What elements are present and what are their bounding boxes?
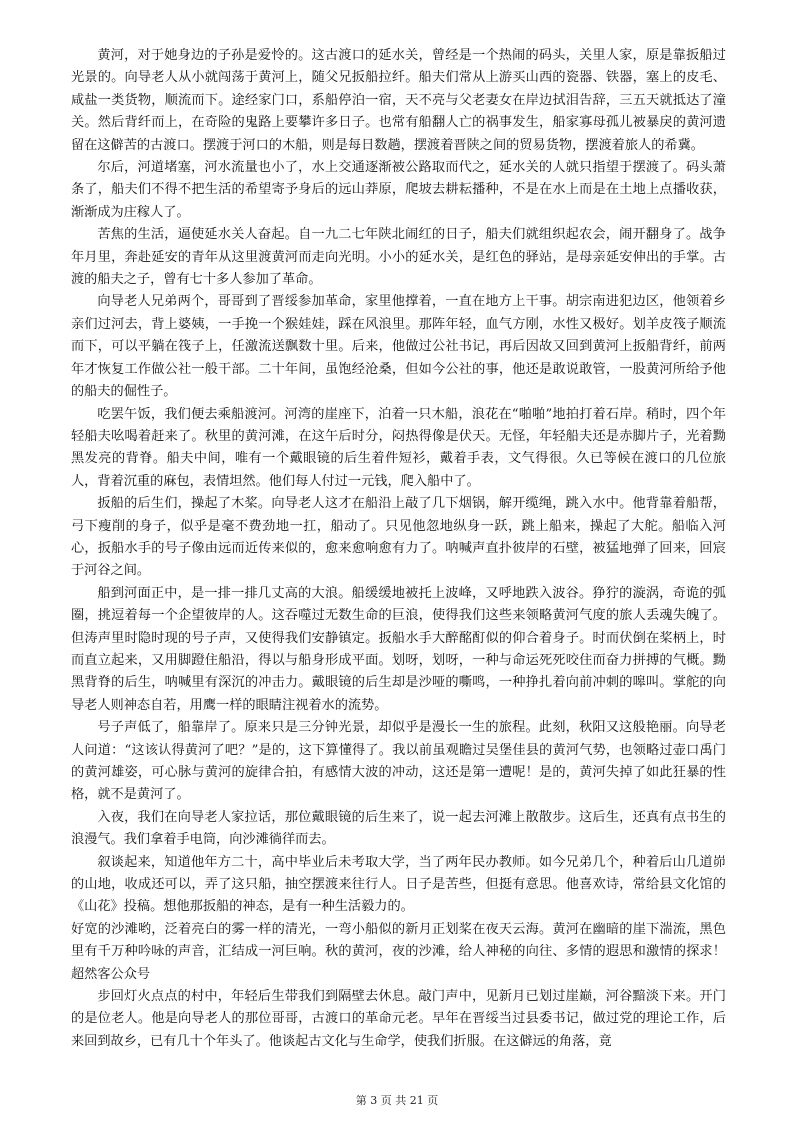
paragraph: 吃罢午饭，我们便去乘船渡河。河湾的崖座下，泊着一只木船，浪花在“啪啪”地拍打着石岸。稍时，四个年轻船夫吆喝着赶来了。秋里的黄河滩，在这午后时分，闷热得像是伏天。无怪，年轻船夫还是赤脚片子，光着黝黑发亮的背脊。船夫中间，唯有一个戴眼镜的后生着件短衫，戴着手表，文气得很。久已等候在渡口的几位旅人，背着沉重的麻包，表情坦然。他们每人付过一元钱，爬入船中了。	[71, 406, 726, 489]
paragraph: 船到河面正中，是一排一排几丈高的大浪。船缓缓地被托上波峰，又呼地跌入波谷。狰狞的漩涡，奇诡的弧圈，挑逗着每一个企望彼岸的人。这吞噬过无数生命的巨浪，使得我们这些来领略黄河气度的旅人丢魂失魄了。但涛声里时隐时现的号子声，又使得我们安静镇定。扳船水手大醉酩酊似的仰合着身子。时而伏倒在桨柄上，时而直立起来，又用脚蹬住船沿，得以与船身形成平面。划呀，划呀，一种与命运死死咬住而奋力拼搏的气概。黝黑背脊的后生，呐喊里有深沉的冲击力。戴眼镜的后生却是沙哑的嘶鸣，一种挣扎着向前冲刺的嗥叫。掌舵的向导老人则神态自若，用鹰一样的眼睛注视着水的流势。	[71, 585, 726, 713]
paragraph: 入夜，我们在向导老人家拉话，那位戴眼镜的后生来了，说一起去河滩上散散步。这后生，还真有点书生的浪漫气。我们拿着手电筒，向沙滩徜徉而去。	[71, 809, 726, 848]
paragraph: 扳船的后生们，操起了木桨。向导老人这才在船沿上敲了几下烟锅，解开缆绳，跳入水中。他背靠着船帮，弓下瘦削的身子，似乎是毫不费劲地一扛，船动了。只见他忽地纵身一跃，跳上船来，操起了大舵。船临入河心，扳船水手的号子像由远而近传来似的，愈来愈响愈有力了。呐喊声直扑彼岸的石壁，被猛地弹了回来，回宸于河谷之间。	[71, 496, 726, 579]
paragraph: 黄河，对于她身边的子孙是爱怜的。这古渡口的延水关，曾经是一个热闹的码头，关里人家，原是靠扳船过光景的。向导老人从小就闯荡于黄河上，随父兄扳船拉纤。船夫们常从上游买山西的瓷器、铁器，塞上的皮毛、咸盐一类货物，顺流而下。途经家门口，系船停泊一宿，天不亮与父老妻女在岸边拭泪告辞，三五天就抵达了潼关。然后背纤而上，在奇险的鬼路上要攀许多日子。也常有船翻人亡的祸事发生，船家寡母孤儿被暴戾的黄河遗留在这僻苦的古渡口。摆渡于河口的木船，则是每日数趟，摆渡着晋陕之间的贸易货物，摆渡着旅人的希冀。	[71, 48, 726, 153]
paragraph: 向导老人兄弟两个，哥哥到了晋绥参加革命，家里他撑着，一直在地方上干事。胡宗南进犯边区，他领着乡亲们过河去，背上婆姨，一手挽一个猴娃娃，踩在风浪里。那阵年轻，血气方刚，水性又极好。划羊皮筏子顺流而下，可以平躺在筏子上，任激流送飘数十里。后来，他做过公社书记，再后因故又回到黄河上扳船背纤，前两年才恢复工作做公社一般干部。二十年间，虽饱经沧桑，但如今公社的事，他还是敢说敢管，一股黄河所给予他的船夫的倔性子。	[71, 294, 726, 400]
paragraph: 尔后，河道堵塞，河水流量也小了，水上交通逐渐被公路取而代之，延水关的人就只指望于摆渡了。码头萧条了，船夫们不得不把生活的希望寄予身后的远山莽原，爬坡去耕耘播种，不是在水上而是在土地上点播收获，渐渐成为庄稼人了。	[71, 160, 726, 220]
paragraph: 好宽的沙滩哟，泛着亮白的雾一样的清光，一弯小船似的新月正划桨在夜天云海。黄河在幽暗的崖下湍流，黑色里有千万种吟咏的声音，汇结成一河巨响。秋的黄河，夜的沙滩，给人神秘的向往、多情的遐思和激情的探求！超然客公众号	[71, 921, 726, 982]
paragraph: 号子声低了，船靠岸了。原来只是三分钟光景，却似乎是漫长一生的旅程。此刻，秋阳又这般艳丽。向导老人问道：“这该认得黄河了吧？”是的，这下算懂得了。我以前虽观瞻过吴堡佳县的黄河气势，也领略过壶口禹门的黄河雄姿，可心脉与黄河的旋律合拍，有感情大波的冲动，这还是第一遭呢！是的，黄河失掉了如此狂暴的性格，就不是黄河了。	[71, 720, 726, 803]
paragraph: 叙谈起来，知道他年方二十，高中毕业后未考取大学，当了两年民办教师。如今兄弟几个，种着后山几道峁的山地，收成还可以，弄了这只船，抽空摆渡来往行人。日子是苦些，但挺有意思。他喜欢诗，常给县文化馆的《山花》投稿。想他那扳船的神态，是有一种生活毅力的。	[71, 854, 726, 915]
page-footer: 第 3 页 共 21 页	[355, 1094, 439, 1107]
document-body	[71, 45, 726, 1053]
paragraph: 苦焦的生活，逼使延水关人奋起。自一九二七年陕北闹红的日子，船夫们就组织起农会，闹开翻身了。战争年月里，奔赴延安的青年从这里渡黄河而走向光明。小小的延水关，是红色的驿站，是母亲延安伸出的手掌。古渡的船夫之子，曾有七十多人参加了革命。	[71, 227, 726, 288]
paragraph: 步回灯火点点的村中，年轻后生带我们到隔壁去休息。敲门声中，见新月已划过崖巅，河谷黯淡下来。开门的是位老人。他是向导老人的那位哥哥，古渡口的革命元老。早年在晋绥当过县委书记，做过党的理论工作，后来回到故乡，已有几十个年头了。他谈起古文化与生命学，使我们折服。在这僻远的角落，竟	[71, 989, 726, 1049]
